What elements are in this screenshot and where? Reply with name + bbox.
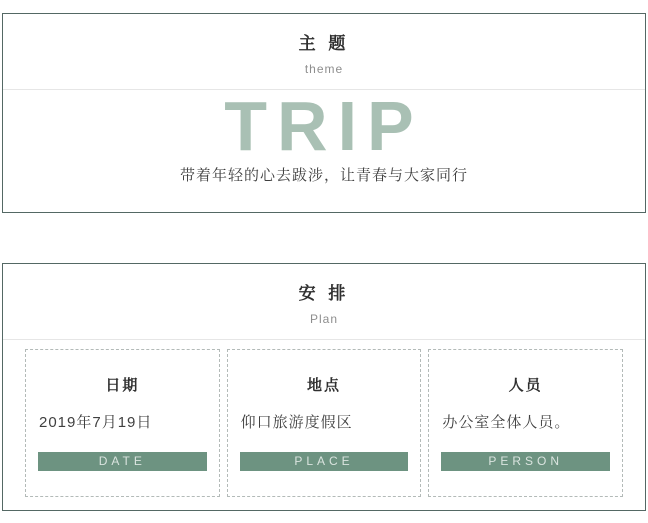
plan-card-place [227,349,422,497]
plan-section [2,263,646,511]
card-title-place: 地点 [307,377,342,394]
theme-section-subtitle: theme [304,62,344,76]
card-body-person: 办公室全体人员。 [442,414,571,431]
person-tag-button[interactable]: PERSON [441,452,610,471]
card-title-person: 人员 [508,377,543,394]
card-title-date: 日期 [105,377,140,394]
date-tag-button[interactable]: DATE [38,452,207,471]
plan-card-person [428,349,623,497]
plan-cards-row [25,349,623,497]
theme-section [2,13,646,213]
card-body-place: 仰口旅游度假区 [240,414,353,431]
theme-big-word: TRIP [224,87,424,165]
plan-section-subtitle: Plan [309,312,339,326]
place-tag-button[interactable]: PLACE [240,452,409,471]
plan-section-title: 安 排 [298,284,350,303]
card-body-date: 2019年7月19日 [39,414,153,431]
plan-card-date [25,349,220,497]
theme-section-title: 主 题 [298,34,350,53]
plan-divider [3,339,645,340]
theme-slogan: 带着年轻的心去跋涉，让青春与大家同行 [179,167,468,184]
